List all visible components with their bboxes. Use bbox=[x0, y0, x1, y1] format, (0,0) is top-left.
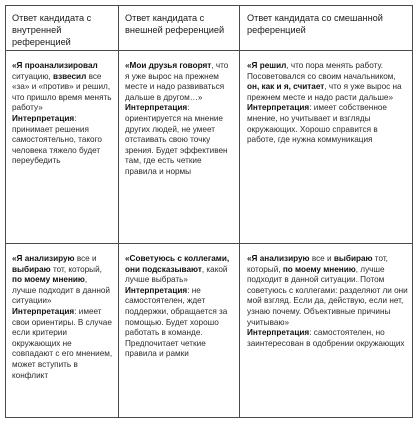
cell-text: тот, который, bbox=[50, 264, 102, 274]
cell-text: : самостоятелен, но заинтересован в одобрении окружающих bbox=[247, 328, 405, 348]
cell-external-2 bbox=[119, 244, 240, 417]
header-internal: Ответ кандидата с внутренней референцией bbox=[6, 6, 119, 50]
cell-mixed-2 bbox=[240, 244, 412, 417]
emphasis-text: он, как и я, считает bbox=[247, 82, 325, 92]
header-external: Ответ кандидата с внешней референцией bbox=[119, 6, 240, 50]
emphasis-text: «Я анализирую bbox=[247, 254, 310, 263]
cell-text: , лучше подходит в данной ситуации. Потом советуюсь с коллегами: разделяют ли они мой взгляд. Если да, действую, если нет, узнаю почему. Объективные причины учитываю» bbox=[247, 264, 408, 327]
table-row bbox=[6, 51, 412, 244]
emphasis-text: «Советуюсь с коллегами, они подсказывают bbox=[125, 254, 230, 274]
emphasis-text: Интерпретация bbox=[12, 306, 75, 316]
cell-text: ситуацию, bbox=[12, 71, 54, 81]
cell-external-1 bbox=[119, 51, 240, 243]
cell-text: , что я уже вырос на прежнем месте и надо расти дальше» bbox=[247, 82, 402, 102]
emphasis-text: по моему мнению bbox=[12, 275, 85, 285]
cell-text: , что пора менять работу. Посоветовался со своим начальником, bbox=[247, 61, 396, 81]
emphasis-text: «Я проанализировал bbox=[12, 61, 98, 70]
emphasis-text: «Я анализирую bbox=[12, 254, 75, 263]
cell-text: : ориентируется на мнение других людей, не умеет отстаивать свою точку зрения. Будет эффективен там, где есть четкие правила и нормы bbox=[125, 103, 228, 176]
emphasis-text: Интерпретация bbox=[125, 103, 188, 113]
cell-mixed-1 bbox=[240, 51, 412, 243]
header-mixed: Ответ кандидата со смешанной референцией bbox=[247, 13, 383, 35]
cell-text: : принимает решения самостоятельно, такого человека тяжело будет переубедить bbox=[12, 113, 102, 166]
emphasis-text: выбираю bbox=[333, 254, 373, 263]
cell-text: , что я уже вырос на прежнем месте и надо развиваться дальше в другом…» bbox=[125, 61, 229, 102]
cell-internal-2 bbox=[6, 244, 119, 417]
cell-text: : не самостоятелен, ждет поддержки, обращается за помощью. Будет хорошо работать в команде. Предпочитает четкие правила и рамки bbox=[125, 285, 228, 359]
emphasis-text: взвесил bbox=[53, 71, 87, 81]
reference-table bbox=[5, 5, 413, 418]
cell-text: тот, который, bbox=[247, 254, 388, 274]
cell-text: все и bbox=[74, 254, 97, 263]
cell-text: : имеет свои ориентиры. В случае если критерии окружающих не совпадают с его мнением, может вступить в конфликт bbox=[12, 306, 113, 380]
emphasis-text: «Мои друзья говорят bbox=[125, 61, 212, 70]
cell-text: все и bbox=[309, 254, 334, 263]
header-row bbox=[6, 6, 412, 51]
cell-internal-1 bbox=[6, 51, 119, 243]
emphasis-text: «Я решил bbox=[247, 61, 287, 70]
emphasis-text: Интерпретация bbox=[247, 103, 310, 113]
cell-text: все «за» и «против» и решил, что пришло время менять работу» bbox=[12, 71, 112, 113]
emphasis-text: Интерпретация bbox=[125, 285, 188, 295]
cell-text: , какой лучше выбрать» bbox=[125, 264, 228, 285]
emphasis-text: по моему мнению bbox=[282, 264, 356, 274]
emphasis-text: Интерпретация bbox=[12, 113, 75, 123]
cell-text: , лучше подходит в данной ситуации» bbox=[12, 275, 110, 306]
emphasis-text: выбираю bbox=[12, 264, 51, 274]
table-row bbox=[6, 244, 412, 417]
cell-text: : имеет собственное мнение, но учитывает и взгляды окружающих. Хорошо справится в работе, где нужна коммуникация bbox=[247, 103, 387, 145]
emphasis-text: Интерпретация bbox=[247, 328, 310, 338]
